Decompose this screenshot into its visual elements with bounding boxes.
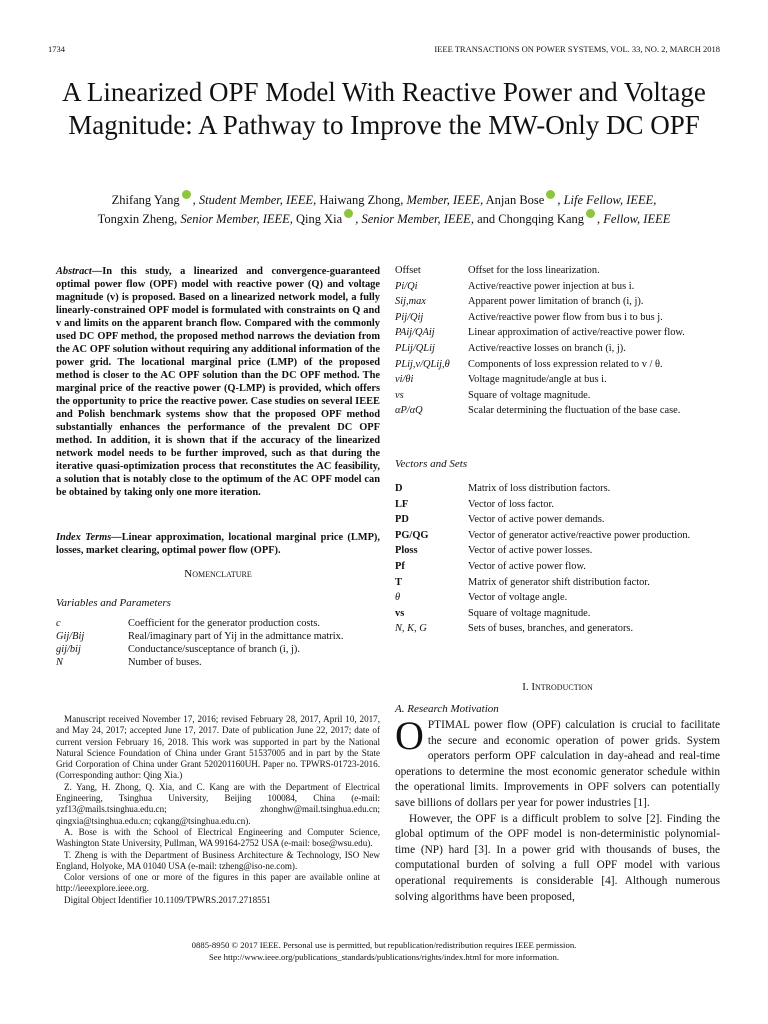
definition: Real/imaginary part of Yij in the admittance matrix. [128,631,344,642]
section-title: Introduction [531,681,593,693]
symbol: c [56,618,61,629]
journal-citation: IEEE TRANSACTIONS ON POWER SYSTEMS, VOL. 33, NO. 2, MARCH 2018 [434,44,720,54]
orcid-icon[interactable] [182,190,191,199]
definition: Vector of generator active/reactive power production. [468,529,691,541]
paragraph [395,713,720,812]
author-name: Qing Xia [292,212,343,226]
section-number: I. [522,681,532,693]
definition: Coefficient for the generator production costs. [128,618,320,629]
definition: Square of voltage magnitude. [468,389,591,401]
page-number: 1734 [48,44,65,54]
symbol: Ploss [395,545,418,557]
definition: Number of buses. [128,657,202,668]
section-heading-introduction [395,681,720,694]
symbol: αP/αQ [395,405,423,417]
symbol: PAij/QAij [395,327,435,339]
symbol: D [395,483,403,494]
abstract-label: Abstract [56,266,92,277]
symbol: T [395,576,402,588]
definition: Vector of active power demands. [468,514,605,526]
footnote: Z. Yang, H. Zhong, Q. Xia, and C. Kang are with the Department of Electrical Engineering, Tsinghua University, Beijing 100084, China (e-mail: yzf13@mails.tsinghua.edu.cn; zhonghw@mail.tsinghua.edu.cn; qingxia@tsinghua.edu.cn; cqkang@tsinghua.edu.cn). [56,781,380,826]
author-role: , Fellow, IEEE [597,212,671,226]
subsection-heading: A. Research Motivation [395,703,499,715]
symbol: LF [395,498,409,510]
copyright-url-line[interactable]: See http://www.ieee.org/publications_standards/publications/rights/index.html for more information. [208,951,560,962]
definition: Active/reactive losses on branch (i, j). [468,342,626,354]
paragraph: However, the OPF is a difficult problem to solve [2]. Finding the global optimum of the OPF model is non-deterministic polynomial-time (NP) hard [3]. In a power grid with thousands of buses, the computational burden of solving a full OPF model with various operational requirements is considerable [4]. Although numerous solving algorithms have been proposed, [395,812,720,903]
symbol: vs [395,607,405,619]
footnotes [56,714,380,906]
author-role: , Senior Member, IEEE, [355,212,474,226]
definition: Square of voltage magnitude. [468,607,591,619]
symbol: Pij/Qij [395,311,424,323]
symbol: gij/bij [56,644,81,655]
definition: Matrix of loss distribution factors. [468,483,611,494]
author-name: Anjan Bose [483,193,545,207]
author-role: , Student Member, IEEE, [192,193,317,207]
symbol: PLij/QLij [395,342,435,354]
definition: Sets of buses, branches, and generators. [468,623,634,635]
symbol: vs [395,389,404,401]
index-terms-label: Index Terms [56,532,112,543]
abstract [56,265,380,499]
author-name: Zhifang Yang [111,193,180,207]
nomenclature-heading: Nomenclature [184,568,252,580]
drop-cap: O [395,713,424,758]
author-list [40,190,728,228]
copyright-notice [40,940,728,963]
symbol: PD [395,514,409,526]
paper-title: A Linearized OPF Model With Reactive Power and Voltage Magnitude: A Pathway to Improve the MW-Only DC OPF [62,77,706,140]
author-role: , Life Fellow, IEEE, [557,193,657,207]
definition: Matrix of generator shift distribution factor. [468,576,650,588]
abstract-text: —In this study, a linearized and convergence-guaranteed optimal power flow (OPF) model with reactive power (Q) and voltage magnitude (v) is proposed. Based on a linearized network model, a fully linearly-constrained OPF model is formulated with constraints on Q and v and limits on the apparent branch flow. Compared with the commonly used DC OPF method, the proposed method narrows the deviation from the AC OPF solution without requiring any additional information of the power grid. The locational marginal price (LMP) of the proposed method is closer to the AC OPF solution than the DC OPF method. The marginal price of the reactive power (Q-LMP) is provided, which offers the opportunity to price the reactive power. Case studies on several IEEE and Polish benchmark systems show that the proposed OPF method substantially enhances the performance of the prevalent DC OPF method. In addition, it is shown that if the accuracy of the linearized network model needs to be further improved, such as that during the iterative quasi-optimization process that reconstitutes the AC feasibility, a solution that is notably close to the optimum of the AC OPF model can be obtained by taking only one more iteration. [56,266,380,498]
definition: Scalar determining the fluctuation of the base case. [468,405,681,417]
definition: Offset for the loss linearization. [468,265,600,276]
footnote: Digital Object Identifier 10.1109/TPWRS.2017.2718551 [64,894,271,905]
definition: Vector of loss factor. [468,498,554,510]
author-name: Tongxin Zheng, [97,212,178,226]
symbol: N [56,657,63,668]
definition: Active/reactive power injection at bus i. [468,280,635,292]
symbol: Pi/Qi [395,280,418,292]
variables-heading: Variables and Parameters [56,597,171,609]
definition: Conductance/susceptance of branch (i, j). [128,644,300,655]
definition: Voltage magnitude/angle at bus i. [468,374,607,386]
copyright-line: 0885-8950 © 2017 IEEE. Personal use is permitted, but republication/redistribution requires IEEE permission. [191,940,577,950]
author-name: and Chongqing Kang [473,212,585,226]
author-name: Haiwang Zhong, [316,193,404,207]
definition: Linear approximation of active/reactive power flow. [468,327,685,339]
orcid-icon[interactable] [586,209,595,218]
author-role: Member, IEEE, [403,193,484,207]
footnote: T. Zheng is with the Department of Business Architecture & Technology, ISO New England, Holyoke, MA 01040 USA (e-mail: tzheng@iso-ne.com). [56,849,380,871]
symbol: PLij,v/QLij,θ [395,358,450,370]
symbol: vi/θi [395,374,414,386]
symbol: Sij,max [395,296,426,308]
definition: Components of loss expression related to v / θ. [468,358,663,370]
index-terms [56,531,380,557]
symbol: N, K, G [395,623,427,635]
orcid-icon[interactable] [344,209,353,218]
vectors-sets-table [395,481,720,637]
orcid-icon[interactable] [546,190,555,199]
vectors-sets-heading: Vectors and Sets [395,458,468,470]
definition: Active/reactive power flow from bus i to bus j. [468,311,663,323]
footnote: A. Bose is with the School of Electrical Engineering and Computer Science, Washington State University, Pullman, WA 99164-2752 USA (e-mail: bose@wsu.edu). [56,826,380,849]
nomenclature-table-left [56,617,380,669]
definition: Vector of active power flow. [468,560,586,572]
symbol: Offset [395,265,421,276]
definition: Vector of active power losses. [468,545,593,557]
nomenclature-table-right [395,263,720,419]
author-role: Senior Member, IEEE, [177,212,293,226]
footnote: Color versions of one or more of the figures in this paper are available online at http://ieeexplore.ieee.org. [56,872,380,894]
paragraph-text: PTIMAL power flow (OPF) calculation is crucial to facilitate the secure and economic operation of power grids. System operators perform OPF calculation in day-ahead and real-time operations to determine the most economic generator schedule within the operational limits. Improvements in OPF solvers can potentially save billions of dollars per year for power industries [1]. [395,719,720,809]
index-terms-text: —Linear approximation, locational marginal price (LMP), losses, market clearing, optimal power flow (OPF). [56,532,380,556]
symbol: PG/QG [395,529,429,541]
symbol: θ [395,592,401,604]
introduction-body [395,713,720,905]
symbol: Gij/Bij [56,631,85,642]
definition: Vector of voltage angle. [468,592,568,604]
footnote: Manuscript received November 17, 2016; revised February 28, 2017, April 10, 2017, and May 24, 2017; accepted June 17, 2017. Date of publication June 22, 2017; date of current version February 16, 2018. This work was supported in part by the National Natural Science Foundation of China under Grant 51537005 and in part by the State Grid Corporation of China under Grant 520201160UH. Paper no. TPWRS-01723-2016. (Corresponding author: Qing Xia.) [56,714,380,781]
symbol: Pf [395,560,405,572]
definition: Apparent power limitation of branch (i, j). [468,296,644,308]
